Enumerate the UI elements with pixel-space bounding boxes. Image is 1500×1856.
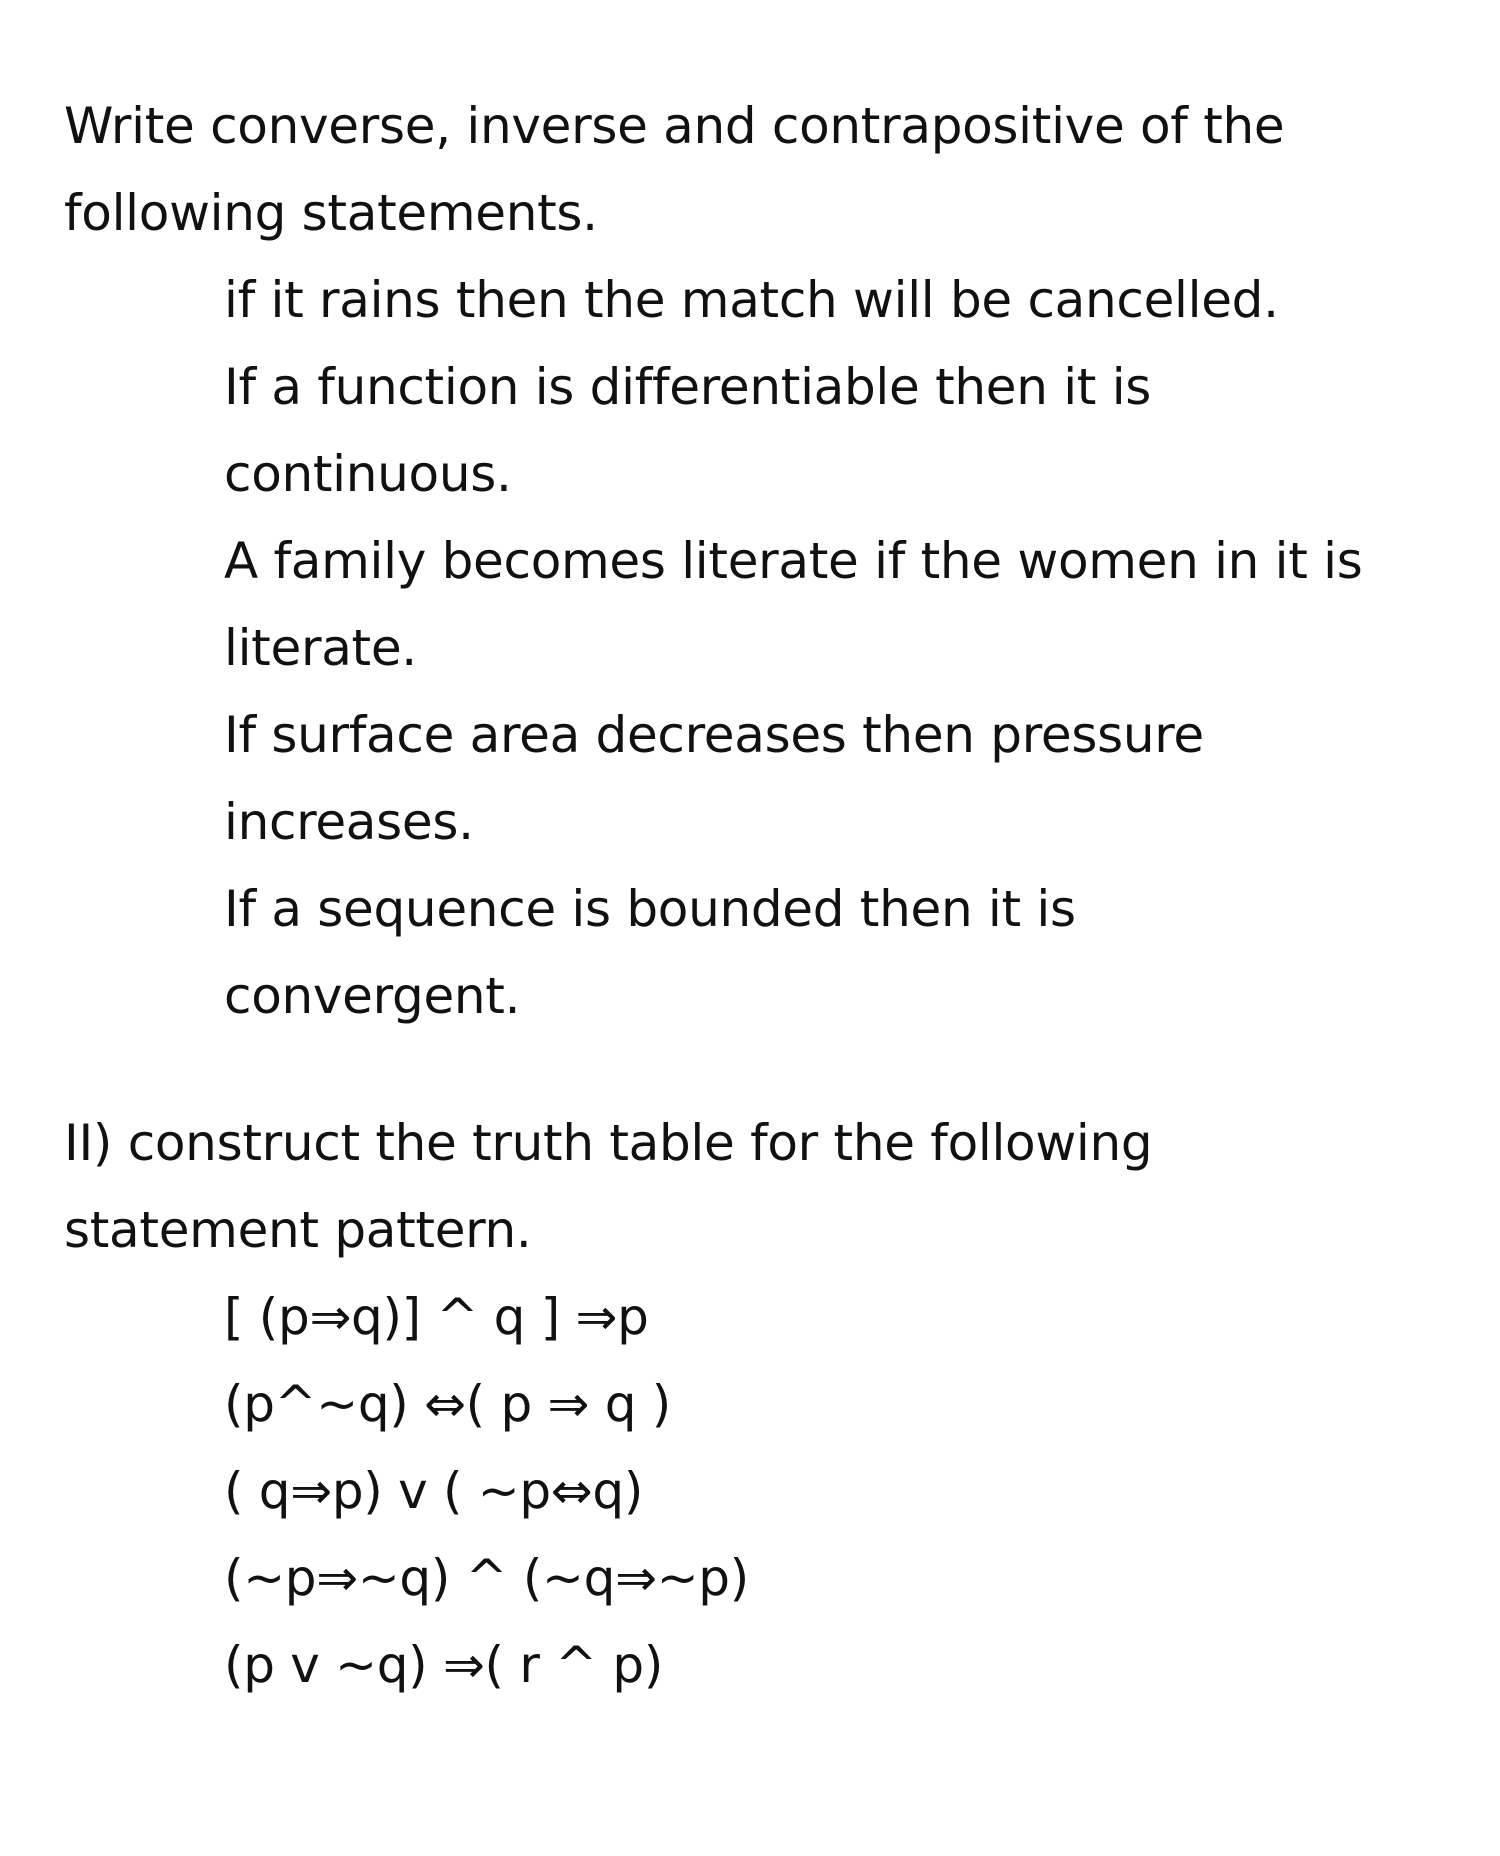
statement-line: continuous. xyxy=(224,445,512,503)
statement-line: if it rains then the match will be cancelled. xyxy=(224,271,1279,329)
statement-line: literate. xyxy=(224,619,417,677)
statement-line: If surface area decreases then pressure xyxy=(224,706,1204,764)
section1-prompt-line-1: Write converse, inverse and contrapositive of the xyxy=(64,97,1285,155)
statement-pattern: (p v ~q) ⇒( r ^ p) xyxy=(224,1636,664,1694)
section2-prompt-line-1: II) construct the truth table for the following xyxy=(64,1114,1153,1172)
statement-pattern: ( q⇒p) v ( ~p⇔q) xyxy=(224,1462,644,1520)
statement-pattern: (~p⇒~q) ^ (~q⇒~p) xyxy=(224,1549,749,1607)
statement-line: increases. xyxy=(224,793,474,851)
section2-prompt-line-2: statement pattern. xyxy=(64,1201,532,1259)
statement-pattern: (p^~q) ⇔( p ⇒ q ) xyxy=(224,1375,671,1433)
statement-line: A family becomes literate if the women in it is xyxy=(224,532,1363,590)
section1-prompt-line-2: following statements. xyxy=(64,184,598,242)
statement-pattern: [ (p⇒q)] ^ q ] ⇒p xyxy=(224,1288,649,1346)
statement-line: convergent. xyxy=(224,967,521,1025)
statement-line: If a sequence is bounded then it is xyxy=(224,880,1076,938)
statement-line: If a function is differentiable then it is xyxy=(224,358,1152,416)
